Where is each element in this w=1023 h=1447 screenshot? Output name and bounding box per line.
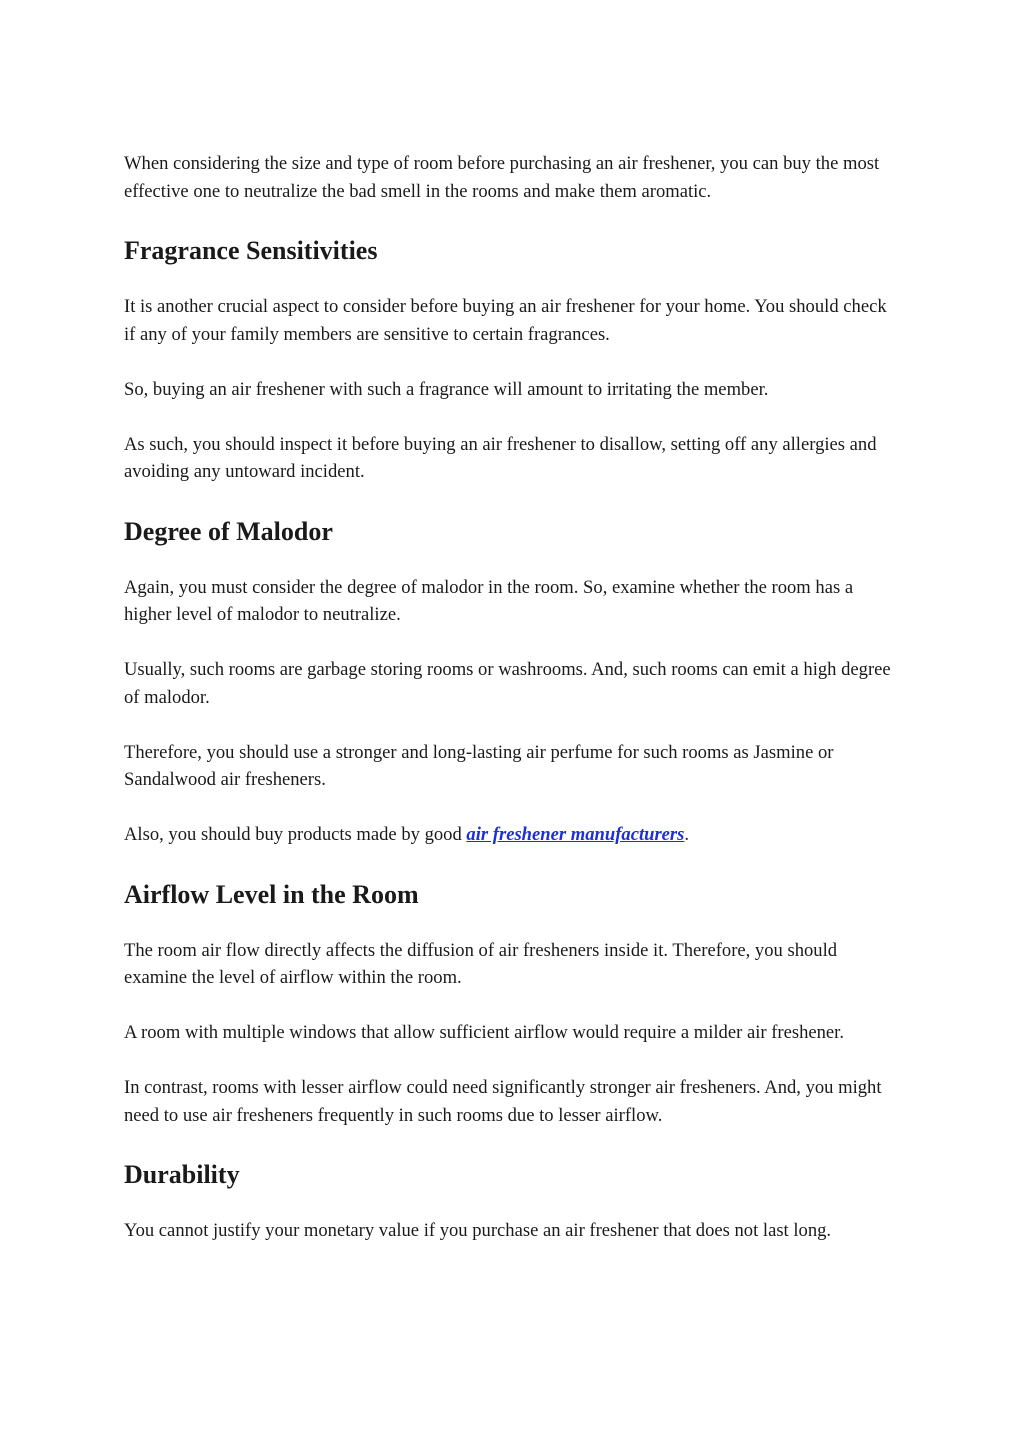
malodor-paragraph-1: Again, you must consider the degree of malodor in the room. So, examine whether the room has a higher level of malodor to neutralize. — [124, 576, 854, 625]
malodor-p4-prefix: Also, you should buy products made by good — [124, 824, 467, 845]
airflow-paragraph-3: In contrast, rooms with lesser airflow could need significantly stronger air fresheners. And, you might need to use air fresheners frequently in such rooms due to lesser airflow. — [124, 1077, 882, 1126]
fragrance-paragraph-1: It is another crucial aspect to consider before buying an air freshener for your home. You should check if any of your family members are sensitive to certain fragrances. — [124, 296, 887, 345]
fragrance-paragraph-2: So, buying an air freshener with such a fragrance will amount to irritating the member. — [124, 378, 769, 400]
malodor-paragraph-4 — [124, 821, 894, 849]
intro-paragraph: When considering the size and type of room before purchasing an air freshener, you can buy the most effective one to neutralize the bad smell in the rooms and make them aromatic. — [124, 153, 880, 202]
document-page — [124, 150, 894, 1245]
heading-fragrance-sensitivities: Fragrance Sensitivities — [124, 236, 378, 265]
heading-durability: Durability — [124, 1160, 240, 1189]
malodor-paragraph-3: Therefore, you should use a stronger and long-lasting air perfume for such rooms as Jasmine or Sandalwood air fresheners. — [124, 741, 834, 790]
airflow-paragraph-2: A room with multiple windows that allow sufficient airflow would require a milder air freshener. — [124, 1022, 844, 1043]
fragrance-paragraph-3: As such, you should inspect it before buying an air freshener to disallow, setting off any allergies and avoiding any untoward incident. — [124, 433, 877, 482]
durability-paragraph-1: You cannot justify your monetary value if you purchase an air freshener that does not last long. — [124, 1220, 832, 1241]
air-freshener-manufacturers-link[interactable]: air freshener manufacturers — [466, 824, 685, 845]
airflow-paragraph-1: The room air flow directly affects the diffusion of air fresheners inside it. Therefore, you should examine the level of airflow within the room. — [124, 939, 838, 988]
malodor-p4-suffix: . — [684, 824, 690, 845]
heading-airflow-level: Airflow Level in the Room — [124, 879, 419, 909]
malodor-paragraph-2: Usually, such rooms are garbage storing rooms or washrooms. And, such rooms can emit a high degree of malodor. — [124, 659, 891, 708]
heading-degree-of-malodor: Degree of Malodor — [124, 516, 333, 546]
